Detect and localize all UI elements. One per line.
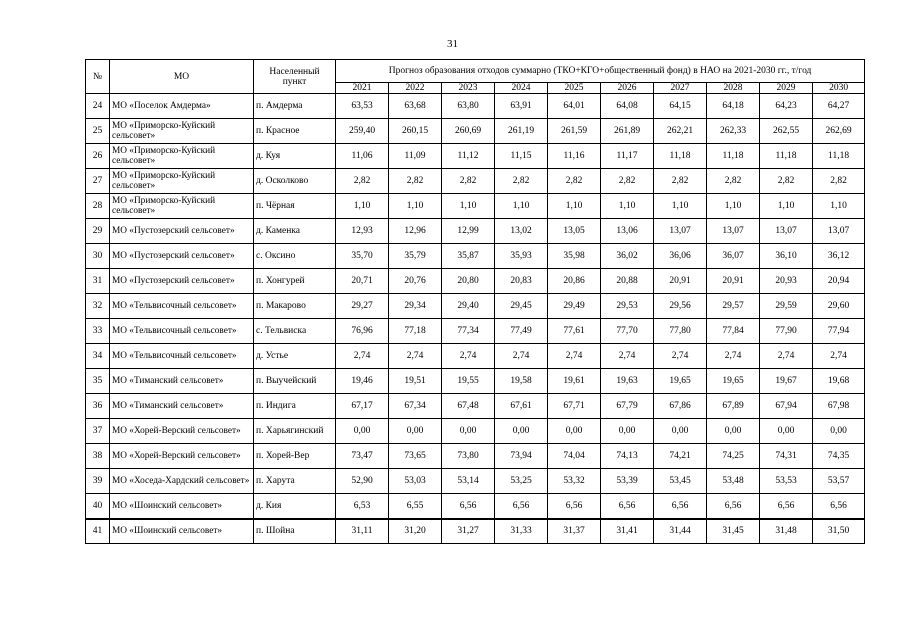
row-value-2024: 67,61 — [495, 394, 548, 419]
row-value-2027: 0,00 — [654, 419, 707, 444]
row-value-2022: 2,82 — [389, 169, 442, 194]
row-mo: МО «Шоинский сельсовет» — [110, 519, 254, 544]
row-value-2029: 19,67 — [760, 369, 813, 394]
row-number: 34 — [86, 344, 110, 369]
row-value-2022: 63,68 — [389, 94, 442, 119]
row-value-2030: 74,35 — [813, 444, 865, 469]
row-mo: МО «Приморско-Куйский сельсовет» — [110, 119, 254, 144]
row-value-2021: 11,06 — [336, 144, 389, 169]
row-locality: п. Харьягинский — [254, 419, 336, 444]
row-value-2028: 20,91 — [707, 269, 760, 294]
row-number: 40 — [86, 494, 110, 519]
row-value-2028: 19,65 — [707, 369, 760, 394]
row-value-2025: 74,04 — [548, 444, 601, 469]
row-number: 26 — [86, 144, 110, 169]
row-value-2022: 260,15 — [389, 119, 442, 144]
row-value-2021: 0,00 — [336, 419, 389, 444]
row-value-2023: 12,99 — [442, 219, 495, 244]
row-number: 35 — [86, 369, 110, 394]
row-value-2029: 2,74 — [760, 344, 813, 369]
row-mo: МО «Тиманский сельсовет» — [110, 394, 254, 419]
row-value-2025: 31,37 — [548, 519, 601, 544]
row-locality: п. Шойна — [254, 519, 336, 544]
row-value-2030: 19,68 — [813, 369, 865, 394]
row-value-2021: 2,74 — [336, 344, 389, 369]
row-value-2027: 19,65 — [654, 369, 707, 394]
row-value-2027: 31,44 — [654, 519, 707, 544]
row-locality: с. Тельвиска — [254, 319, 336, 344]
row-value-2029: 64,23 — [760, 94, 813, 119]
header-year-2023: 2023 — [442, 83, 495, 94]
row-number: 38 — [86, 444, 110, 469]
row-value-2029: 262,55 — [760, 119, 813, 144]
row-value-2029: 1,10 — [760, 194, 813, 219]
row-value-2021: 259,40 — [336, 119, 389, 144]
row-locality: д. Каменка — [254, 219, 336, 244]
row-value-2022: 6,55 — [389, 494, 442, 519]
row-value-2026: 6,56 — [601, 494, 654, 519]
row-value-2030: 29,60 — [813, 294, 865, 319]
row-value-2022: 29,34 — [389, 294, 442, 319]
row-mo: МО «Тельвисочный сельсовет» — [110, 294, 254, 319]
row-value-2025: 0,00 — [548, 419, 601, 444]
row-value-2028: 13,07 — [707, 219, 760, 244]
row-value-2029: 6,56 — [760, 494, 813, 519]
row-number: 30 — [86, 244, 110, 269]
row-value-2026: 0,00 — [601, 419, 654, 444]
row-value-2029: 74,31 — [760, 444, 813, 469]
row-number: 32 — [86, 294, 110, 319]
row-value-2022: 53,03 — [389, 469, 442, 494]
waste-forecast-table — [85, 59, 865, 544]
row-value-2022: 0,00 — [389, 419, 442, 444]
header-forecast-title: Прогноз образования отходов суммарно (ТКО+КГО+общественный фонд) в НАО на 2021-2030 гг., т/год — [336, 60, 865, 83]
header-year-2027: 2027 — [654, 83, 707, 94]
row-value-2023: 53,14 — [442, 469, 495, 494]
row-value-2030: 13,07 — [813, 219, 865, 244]
row-value-2021: 12,93 — [336, 219, 389, 244]
row-value-2024: 29,45 — [495, 294, 548, 319]
row-value-2023: 29,40 — [442, 294, 495, 319]
row-mo: МО «Хоседа-Хардский сельсовет» — [110, 469, 254, 494]
row-value-2024: 0,00 — [495, 419, 548, 444]
row-value-2028: 1,10 — [707, 194, 760, 219]
row-value-2026: 36,02 — [601, 244, 654, 269]
row-value-2029: 77,90 — [760, 319, 813, 344]
table-row — [86, 219, 865, 244]
row-value-2027: 1,10 — [654, 194, 707, 219]
row-locality: п. Хонгурей — [254, 269, 336, 294]
row-locality: д. Устье — [254, 344, 336, 369]
row-value-2029: 2,82 — [760, 169, 813, 194]
row-value-2023: 0,00 — [442, 419, 495, 444]
header-year-2024: 2024 — [495, 83, 548, 94]
row-value-2025: 11,16 — [548, 144, 601, 169]
row-locality: д. Кия — [254, 494, 336, 519]
row-value-2028: 77,84 — [707, 319, 760, 344]
row-value-2029: 0,00 — [760, 419, 813, 444]
row-locality: п. Индига — [254, 394, 336, 419]
row-mo: МО «Приморско-Куйский сельсовет» — [110, 169, 254, 194]
row-value-2030: 11,18 — [813, 144, 865, 169]
row-value-2030: 64,27 — [813, 94, 865, 119]
table-row — [86, 369, 865, 394]
row-number: 27 — [86, 169, 110, 194]
row-value-2029: 31,48 — [760, 519, 813, 544]
row-value-2021: 31,11 — [336, 519, 389, 544]
row-value-2030: 6,56 — [813, 494, 865, 519]
row-value-2025: 1,10 — [548, 194, 601, 219]
table-row — [86, 194, 865, 219]
row-value-2027: 6,56 — [654, 494, 707, 519]
row-locality: п. Чёрная — [254, 194, 336, 219]
table-row — [86, 169, 865, 194]
row-value-2025: 6,56 — [548, 494, 601, 519]
row-value-2024: 19,58 — [495, 369, 548, 394]
row-value-2027: 11,18 — [654, 144, 707, 169]
row-value-2026: 77,70 — [601, 319, 654, 344]
row-value-2026: 74,13 — [601, 444, 654, 469]
row-value-2030: 20,94 — [813, 269, 865, 294]
row-value-2022: 77,18 — [389, 319, 442, 344]
row-value-2021: 6,53 — [336, 494, 389, 519]
row-value-2021: 2,82 — [336, 169, 389, 194]
row-value-2023: 6,56 — [442, 494, 495, 519]
row-value-2027: 36,06 — [654, 244, 707, 269]
table-body — [86, 94, 865, 544]
row-mo: МО «Тельвисочный сельсовет» — [110, 344, 254, 369]
row-value-2022: 31,20 — [389, 519, 442, 544]
row-value-2021: 63,53 — [336, 94, 389, 119]
row-value-2027: 20,91 — [654, 269, 707, 294]
row-value-2030: 2,82 — [813, 169, 865, 194]
row-value-2026: 19,63 — [601, 369, 654, 394]
row-locality: п. Харута — [254, 469, 336, 494]
row-value-2027: 64,15 — [654, 94, 707, 119]
row-value-2025: 2,74 — [548, 344, 601, 369]
row-value-2027: 2,74 — [654, 344, 707, 369]
row-value-2023: 77,34 — [442, 319, 495, 344]
row-number: 28 — [86, 194, 110, 219]
row-value-2027: 29,56 — [654, 294, 707, 319]
row-value-2023: 2,74 — [442, 344, 495, 369]
row-value-2024: 20,83 — [495, 269, 548, 294]
row-value-2024: 2,74 — [495, 344, 548, 369]
row-value-2028: 2,74 — [707, 344, 760, 369]
row-value-2022: 73,65 — [389, 444, 442, 469]
row-value-2023: 35,87 — [442, 244, 495, 269]
row-number: 39 — [86, 469, 110, 494]
row-value-2023: 19,55 — [442, 369, 495, 394]
row-locality: п. Макарово — [254, 294, 336, 319]
row-value-2024: 63,91 — [495, 94, 548, 119]
table-row — [86, 244, 865, 269]
row-value-2026: 29,53 — [601, 294, 654, 319]
row-value-2027: 53,45 — [654, 469, 707, 494]
row-value-2026: 11,17 — [601, 144, 654, 169]
row-value-2022: 35,79 — [389, 244, 442, 269]
row-value-2027: 74,21 — [654, 444, 707, 469]
row-value-2021: 20,71 — [336, 269, 389, 294]
row-value-2028: 36,07 — [707, 244, 760, 269]
row-value-2028: 64,18 — [707, 94, 760, 119]
row-value-2026: 64,08 — [601, 94, 654, 119]
row-value-2025: 2,82 — [548, 169, 601, 194]
row-value-2028: 2,82 — [707, 169, 760, 194]
row-locality: п. Красное — [254, 119, 336, 144]
row-value-2021: 19,46 — [336, 369, 389, 394]
row-value-2029: 11,18 — [760, 144, 813, 169]
row-number: 25 — [86, 119, 110, 144]
header-year-2026: 2026 — [601, 83, 654, 94]
row-value-2028: 31,45 — [707, 519, 760, 544]
row-value-2022: 20,76 — [389, 269, 442, 294]
header-mo: МО — [110, 60, 254, 94]
row-value-2026: 53,39 — [601, 469, 654, 494]
row-value-2025: 67,71 — [548, 394, 601, 419]
row-locality: д. Куя — [254, 144, 336, 169]
row-value-2021: 73,47 — [336, 444, 389, 469]
row-value-2025: 77,61 — [548, 319, 601, 344]
row-mo: МО «Шоинский сельсовет» — [110, 494, 254, 519]
row-value-2028: 67,89 — [707, 394, 760, 419]
row-value-2028: 262,33 — [707, 119, 760, 144]
row-value-2026: 2,74 — [601, 344, 654, 369]
row-value-2024: 13,02 — [495, 219, 548, 244]
row-number: 36 — [86, 394, 110, 419]
row-value-2023: 2,82 — [442, 169, 495, 194]
row-mo: МО «Приморско-Куйский сельсовет» — [110, 194, 254, 219]
row-value-2028: 11,18 — [707, 144, 760, 169]
row-value-2027: 2,82 — [654, 169, 707, 194]
row-value-2024: 11,15 — [495, 144, 548, 169]
table-row — [86, 419, 865, 444]
row-value-2023: 1,10 — [442, 194, 495, 219]
row-value-2024: 35,93 — [495, 244, 548, 269]
header-year-2028: 2028 — [707, 83, 760, 94]
row-locality: п. Хорей-Вер — [254, 444, 336, 469]
header-year-2022: 2022 — [389, 83, 442, 94]
table-row — [86, 344, 865, 369]
header-locality — [254, 60, 336, 94]
row-value-2029: 20,93 — [760, 269, 813, 294]
table-row — [86, 469, 865, 494]
row-value-2029: 13,07 — [760, 219, 813, 244]
row-value-2024: 1,10 — [495, 194, 548, 219]
table-row — [86, 444, 865, 469]
header-year-2025: 2025 — [548, 83, 601, 94]
row-value-2030: 262,69 — [813, 119, 865, 144]
row-mo: МО «Тиманский сельсовет» — [110, 369, 254, 394]
row-value-2027: 77,80 — [654, 319, 707, 344]
row-locality: д. Осколково — [254, 169, 336, 194]
row-value-2029: 36,10 — [760, 244, 813, 269]
row-value-2023: 67,48 — [442, 394, 495, 419]
table-row — [86, 494, 865, 519]
row-value-2021: 35,70 — [336, 244, 389, 269]
row-value-2030: 36,12 — [813, 244, 865, 269]
row-value-2030: 67,98 — [813, 394, 865, 419]
row-value-2022: 12,96 — [389, 219, 442, 244]
row-mo: МО «Поселок Амдерма» — [110, 94, 254, 119]
header-year-2021: 2021 — [336, 83, 389, 94]
row-value-2026: 31,41 — [601, 519, 654, 544]
row-value-2021: 76,96 — [336, 319, 389, 344]
header-locality-line1: Населенный — [269, 66, 320, 77]
row-value-2024: 31,33 — [495, 519, 548, 544]
table-row — [86, 394, 865, 419]
row-value-2025: 53,32 — [548, 469, 601, 494]
row-mo: МО «Хорей-Верский сельсовет» — [110, 444, 254, 469]
row-value-2028: 0,00 — [707, 419, 760, 444]
row-value-2023: 63,80 — [442, 94, 495, 119]
row-value-2022: 1,10 — [389, 194, 442, 219]
row-value-2026: 2,82 — [601, 169, 654, 194]
row-value-2021: 67,17 — [336, 394, 389, 419]
row-mo: МО «Пустозерский сельсовет» — [110, 269, 254, 294]
header-num: № — [86, 60, 110, 94]
row-value-2028: 74,25 — [707, 444, 760, 469]
table-row — [86, 519, 865, 544]
header-year-2029: 2029 — [760, 83, 813, 94]
row-value-2025: 261,59 — [548, 119, 601, 144]
row-mo: МО «Пустозерский сельсовет» — [110, 219, 254, 244]
row-value-2022: 11,09 — [389, 144, 442, 169]
row-number: 37 — [86, 419, 110, 444]
row-value-2023: 73,80 — [442, 444, 495, 469]
row-value-2022: 67,34 — [389, 394, 442, 419]
table-row — [86, 144, 865, 169]
row-value-2023: 260,69 — [442, 119, 495, 144]
table-row — [86, 119, 865, 144]
row-number: 33 — [86, 319, 110, 344]
header-locality-line2: пункт — [282, 76, 307, 87]
row-value-2029: 53,53 — [760, 469, 813, 494]
row-value-2025: 29,49 — [548, 294, 601, 319]
row-value-2026: 13,06 — [601, 219, 654, 244]
row-value-2030: 53,57 — [813, 469, 865, 494]
row-value-2023: 20,80 — [442, 269, 495, 294]
row-value-2029: 67,94 — [760, 394, 813, 419]
row-number: 31 — [86, 269, 110, 294]
row-value-2024: 53,25 — [495, 469, 548, 494]
row-value-2030: 2,74 — [813, 344, 865, 369]
row-value-2027: 262,21 — [654, 119, 707, 144]
row-value-2026: 1,10 — [601, 194, 654, 219]
row-value-2022: 19,51 — [389, 369, 442, 394]
row-locality: п. Амдерма — [254, 94, 336, 119]
row-value-2024: 77,49 — [495, 319, 548, 344]
row-mo: МО «Приморско-Куйский сельсовет» — [110, 144, 254, 169]
row-mo: МО «Тельвисочный сельсовет» — [110, 319, 254, 344]
row-value-2024: 6,56 — [495, 494, 548, 519]
row-value-2025: 20,86 — [548, 269, 601, 294]
row-number: 29 — [86, 219, 110, 244]
row-value-2027: 67,86 — [654, 394, 707, 419]
row-value-2030: 1,10 — [813, 194, 865, 219]
row-mo: МО «Хорей-Верский сельсовет» — [110, 419, 254, 444]
row-value-2025: 35,98 — [548, 244, 601, 269]
row-value-2025: 13,05 — [548, 219, 601, 244]
row-value-2023: 31,27 — [442, 519, 495, 544]
row-value-2021: 1,10 — [336, 194, 389, 219]
row-value-2028: 53,48 — [707, 469, 760, 494]
row-mo: МО «Пустозерский сельсовет» — [110, 244, 254, 269]
row-value-2030: 31,50 — [813, 519, 865, 544]
row-value-2027: 13,07 — [654, 219, 707, 244]
row-value-2025: 64,01 — [548, 94, 601, 119]
row-value-2029: 29,59 — [760, 294, 813, 319]
table-row — [86, 294, 865, 319]
table-row — [86, 94, 865, 119]
row-value-2023: 11,12 — [442, 144, 495, 169]
row-value-2026: 261,89 — [601, 119, 654, 144]
row-value-2021: 29,27 — [336, 294, 389, 319]
table-row — [86, 319, 865, 344]
row-number: 41 — [86, 519, 110, 544]
row-value-2030: 0,00 — [813, 419, 865, 444]
row-value-2022: 2,74 — [389, 344, 442, 369]
row-value-2028: 6,56 — [707, 494, 760, 519]
row-locality: п. Выучейский — [254, 369, 336, 394]
row-value-2021: 52,90 — [336, 469, 389, 494]
row-value-2024: 2,82 — [495, 169, 548, 194]
row-value-2024: 73,94 — [495, 444, 548, 469]
page-number: 31 — [447, 38, 458, 50]
row-value-2030: 77,94 — [813, 319, 865, 344]
row-value-2026: 67,79 — [601, 394, 654, 419]
table-row — [86, 269, 865, 294]
row-value-2025: 19,61 — [548, 369, 601, 394]
row-value-2028: 29,57 — [707, 294, 760, 319]
row-value-2026: 20,88 — [601, 269, 654, 294]
header-year-2030: 2030 — [813, 83, 865, 94]
row-number: 24 — [86, 94, 110, 119]
row-locality: с. Оксино — [254, 244, 336, 269]
row-value-2024: 261,19 — [495, 119, 548, 144]
